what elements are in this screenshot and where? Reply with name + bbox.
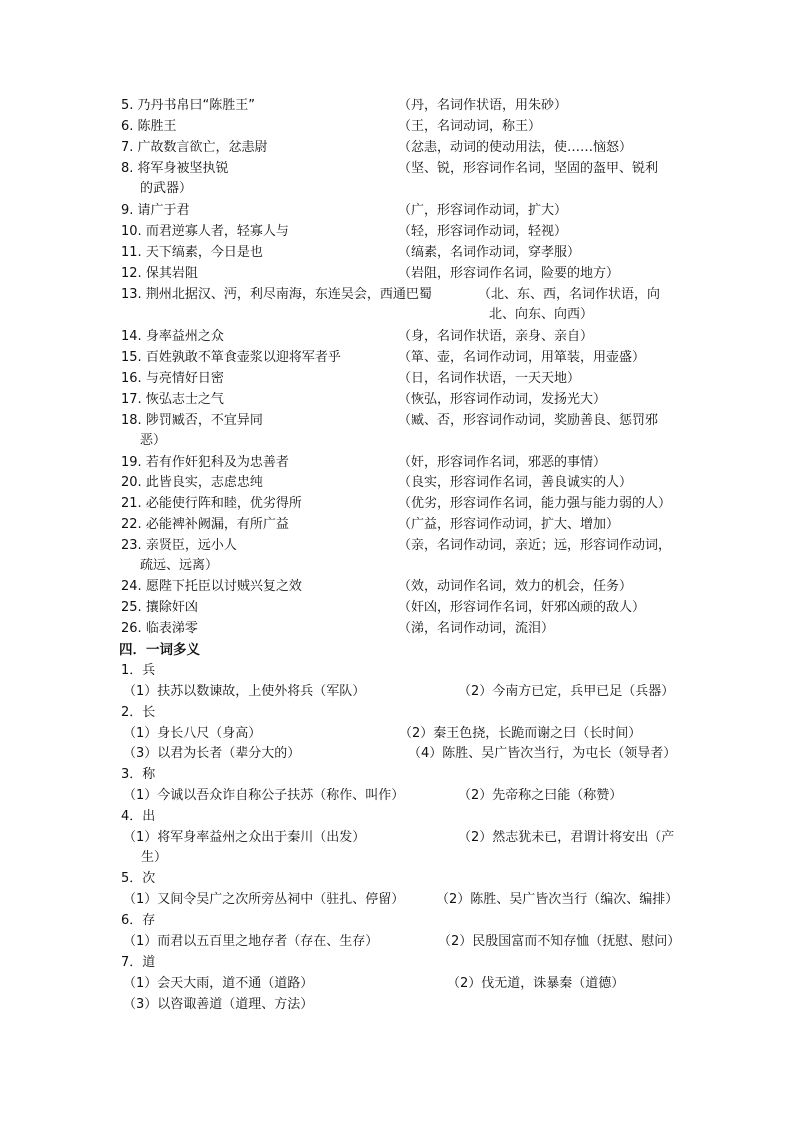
list-item: 15. 百姓孰敢不箪食壶浆以迎将军者乎 xyxy=(121,350,341,365)
list-item-note: （身，名词作状语，亲身、亲自） xyxy=(398,329,594,344)
list-item: 20. 此皆良实，志虑忠纯 xyxy=(121,475,263,490)
list-item-note: （恢弘，形容词作动词，发扬光大） xyxy=(398,392,607,407)
list-item: 5. 乃丹书帛曰“陈胜王” xyxy=(121,98,256,113)
list-item-note: （奸凶，形容词作名词，奸邪凶顽的敌人） xyxy=(398,600,646,615)
list-item-note: （良实，形容词作名词，善良诚实的人） xyxy=(398,475,633,490)
list-item: 24. 愿陛下托臣以讨贼兴复之效 xyxy=(121,579,302,594)
list-item: 13. 荆州北据汉、沔，利尽南海，东连吴会，西通巴蜀 xyxy=(121,287,432,302)
list-item-note-cont: 恶） xyxy=(140,433,167,448)
list-item: 22. 必能裨补阙漏，有所广益 xyxy=(121,517,289,532)
word-sense: （4）陈胜、吴广皆次当行，为屯长（领导者） xyxy=(408,746,677,761)
word-sense: （1）又间令吴广之次所旁丛祠中（驻扎、停留） xyxy=(123,892,405,907)
list-item-note: （北、东、西，名词作状语，向 xyxy=(478,287,661,302)
word-sense: （1）会天大雨，道不通（道路） xyxy=(123,976,314,991)
list-item: 17. 恢弘志士之气 xyxy=(121,392,224,407)
word-sense: （3）以咨诹善道（道理、方法） xyxy=(123,997,314,1012)
list-item: 6. 陈胜王 xyxy=(121,119,177,134)
list-item-note: （缟素，名词作动词，穿孝服） xyxy=(398,245,581,260)
list-item-note: （坚、锐，形容词作名词，坚固的盔甲、锐利 xyxy=(398,161,659,176)
list-item-note-cont: 北、向东、向西） xyxy=(489,307,594,322)
list-item-note: （效，动词作名词，效力的机会，任务） xyxy=(398,579,633,594)
list-item: 7. 广故数言欲亡，忿恚尉 xyxy=(121,140,268,155)
list-item-note: （箪、壶，名词作动词，用箪装，用壶盛） xyxy=(398,350,646,365)
section-title: 四．一词多义 xyxy=(119,642,200,658)
list-item-note: （王，名词动词，称王） xyxy=(398,119,542,134)
word-heading: 3．称 xyxy=(121,767,156,782)
list-item-note: （广益，形容词作动词，扩大、增加） xyxy=(398,517,620,532)
list-item: 12. 保其岩阻 xyxy=(121,266,198,281)
word-sense: （3）以君为长者（辈分大的） xyxy=(123,746,301,761)
list-item: 9. 请广于君 xyxy=(121,203,190,218)
list-item-note: （岩阻，形容词作名词，险要的地方） xyxy=(398,266,620,281)
word-heading: 5．次 xyxy=(121,871,156,886)
word-sense: （1）而君以五百里之地存者（存在、生存） xyxy=(123,934,379,949)
list-item: 19. 若有作奸犯科及为忠善者 xyxy=(121,455,289,470)
word-heading: 6．存 xyxy=(121,913,156,928)
list-item: 16. 与亮情好日密 xyxy=(121,371,224,386)
list-item-note: （臧、否，形容词作动词，奖励善良、惩罚邪 xyxy=(398,413,659,428)
list-item-note: （忿恚，动词的使动用法，使……恼怒） xyxy=(398,140,633,155)
word-sense: （2）然志犹未已，君谓计将安出（产 xyxy=(458,830,675,845)
list-item: 26. 临表涕零 xyxy=(121,621,198,636)
word-heading: 1．兵 xyxy=(121,663,156,678)
word-sense: （2）秦王色挠，长跪而谢之曰（长时间） xyxy=(399,726,642,741)
word-sense: （2）伐无道，诛暴秦（道德） xyxy=(447,976,625,991)
list-item: 25. 攘除奸凶 xyxy=(121,600,198,615)
list-item: 10. 而君逆寡人者，轻寡人与 xyxy=(121,224,289,239)
list-item-note: （涕，名词作动词，流泪） xyxy=(398,621,555,636)
list-item: 23. 亲贤臣，远小人 xyxy=(121,538,237,553)
list-item: 8. 将军身被坚执锐 xyxy=(121,161,229,176)
word-sense: （2）陈胜、吴广皆次当行（编次、编排） xyxy=(436,892,679,907)
list-item-note-cont: 疏远、远离） xyxy=(140,558,219,573)
word-heading: 7．道 xyxy=(121,955,156,970)
word-sense: （2）先帝称之曰能（称赞） xyxy=(458,788,623,803)
list-item-note: （日，名词作状语，一天天地） xyxy=(398,371,581,386)
word-sense: （1）将军身率益州之众出于秦川（出发） xyxy=(123,830,366,845)
list-item-note: （广，形容词作动词，扩大） xyxy=(398,203,568,218)
list-item-note-cont: 的武器） xyxy=(140,181,193,196)
list-item-note: （亲，名词作动词，亲近；远，形容词作动词， xyxy=(398,538,672,553)
word-sense: （1）身长八尺（身高） xyxy=(123,726,262,741)
word-sense-cont: 生） xyxy=(141,850,168,865)
list-item: 18. 陟罚臧否，不宜异同 xyxy=(121,413,263,428)
list-item-note: （奸，形容词作名词，邪恶的事情） xyxy=(398,455,607,470)
word-sense: （1）扶苏以数谏故，上使外将兵（军队） xyxy=(123,684,366,699)
list-item: 21. 必能使行阵和睦，优劣得所 xyxy=(121,496,302,511)
list-item-note: （轻，形容词作动词，轻视） xyxy=(398,224,568,239)
word-heading: 2．长 xyxy=(121,705,156,720)
word-sense: （1）今诚以吾众诈自称公子扶苏（称作、叫作） xyxy=(123,788,405,803)
word-sense: （2）今南方已定，兵甲已足（兵器） xyxy=(458,684,675,699)
list-item: 11. 天下缟素，今日是也 xyxy=(121,245,263,260)
list-item-note: （优劣，形容词作名词，能力强与能力弱的人） xyxy=(398,496,672,511)
word-sense: （2）民殷国富而不知存恤（抚慰、慰问） xyxy=(438,934,681,949)
list-item-note: （丹，名词作状语，用朱砂） xyxy=(398,98,568,113)
word-heading: 4．出 xyxy=(121,809,156,824)
list-item: 14. 身率益州之众 xyxy=(121,329,224,344)
